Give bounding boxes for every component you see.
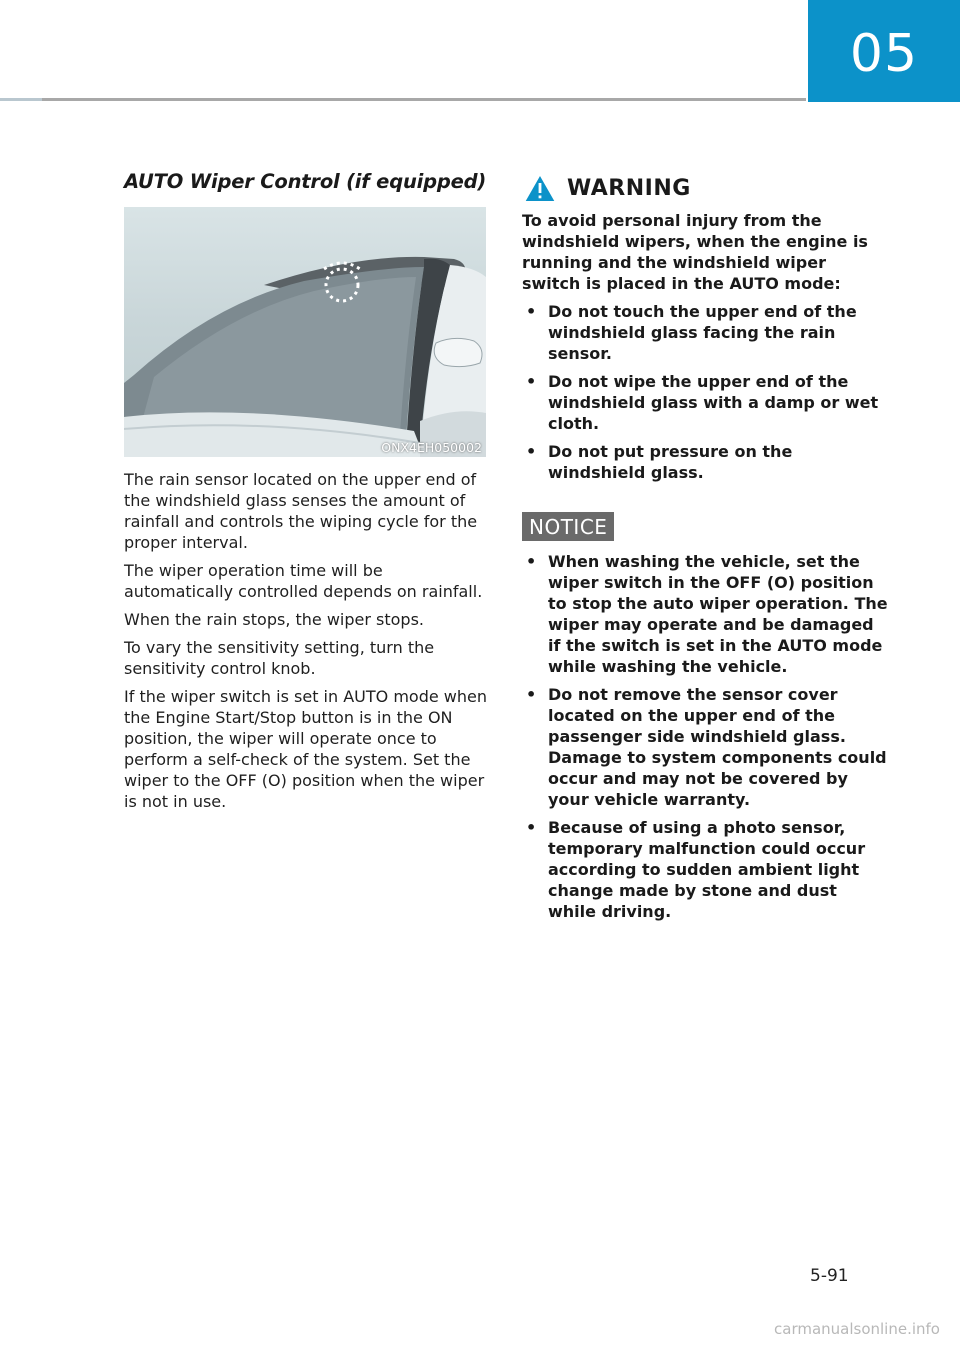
- figure-code: ONX4EH050002: [381, 440, 482, 455]
- notice-badge: NOTICE: [522, 512, 614, 541]
- list-item: • Do not remove the sensor cover located on the upper end of the passenger side windshield glass. Damage to system components could occur and may not be covered by your vehicle warranty.: [526, 685, 887, 809]
- header-rule: [0, 98, 806, 101]
- warning-intro: To avoid personal injury from the windshield wipers, when the engine is running and the windshield wiper switch is placed in the AUTO mode:: [522, 211, 868, 293]
- section-title: AUTO Wiper Control (if equipped): [124, 170, 487, 193]
- body-paragraph: When the rain stops, the wiper stops.: [124, 610, 425, 629]
- body-paragraph: If the wiper switch is set in AUTO mode when the Engine Start/Stop button is in the ON position, the wiper will operate once to perform a self-check of the system. Set the wiper to the OFF (O) position when the wiper is not in use.: [124, 687, 487, 811]
- windshield-rain-sensor-figure: [124, 207, 486, 457]
- list-item: • Do not touch the upper end of the windshield glass facing the rain sensor.: [526, 302, 857, 363]
- list-item: • Because of using a photo sensor, temporary malfunction could occur according to sudden ambient light change made by stone and dust while driving.: [526, 818, 866, 921]
- body-paragraph: The rain sensor located on the upper end of the windshield glass senses the amount of rainfall and controls the wiping cycle for the proper interval.: [124, 470, 478, 552]
- warning-list: [522, 301, 888, 483]
- list-item: • Do not put pressure on the windshield glass.: [526, 442, 793, 482]
- body-paragraph: To vary the sensitivity setting, turn the sensitivity control knob.: [124, 638, 435, 678]
- warning-heading: [522, 172, 888, 204]
- page-number: 5-91: [810, 1266, 849, 1286]
- left-column: [124, 170, 488, 819]
- list-item: • Do not wipe the upper end of the windshield glass with a damp or wet cloth.: [526, 372, 879, 433]
- car-windshield-illustration: [124, 207, 486, 457]
- notice-list: [522, 551, 888, 922]
- right-column: [522, 172, 888, 929]
- warning-title: WARNING: [567, 175, 691, 201]
- list-item: • When washing the vehicle, set the wiper switch in the OFF (O) position to stop the auto wiper operation. The wiper may operate and be damaged if the switch is set in the AUTO mode while washing the vehicle.: [526, 552, 888, 676]
- header-rule-accent: [0, 98, 42, 101]
- watermark-link[interactable]: carmanualsonline.info: [774, 1320, 940, 1338]
- warning-triangle-icon: [522, 172, 558, 204]
- body-paragraph: The wiper operation time will be automatically controlled depends on rainfall.: [124, 561, 483, 601]
- chapter-tab: 05: [808, 0, 960, 102]
